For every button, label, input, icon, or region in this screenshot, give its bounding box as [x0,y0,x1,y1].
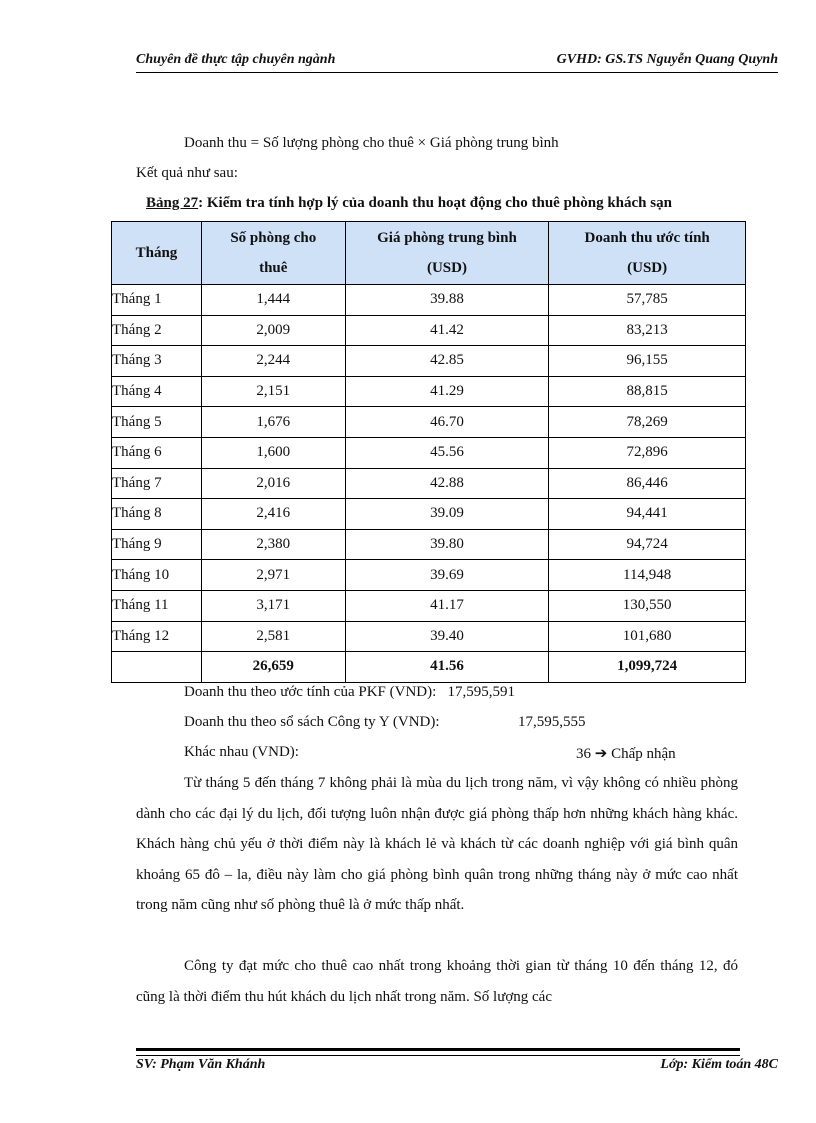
result-intro: Kết quả như sau: [136,165,238,181]
pkf-label: Doanh thu theo ước tính của PKF (VND): [184,684,437,700]
table-row [112,468,746,499]
cell-month: Tháng 12 [112,621,202,652]
pkf-value: 17,595,591 [447,684,516,700]
difference-value: 36 [576,746,591,762]
table-row [112,590,746,621]
table-row [112,621,746,652]
footer-student: SV: Phạm Văn Khánh [136,1057,266,1072]
table-row [112,285,746,316]
header-month: Tháng [112,222,202,285]
cell-revenue: 88,815 [549,376,746,407]
table-row [112,437,746,468]
header-subject: Chuyên đề thực tập chuyên ngành [136,52,336,67]
cell-price: 41.29 [345,376,549,407]
cell-price: 41.42 [345,315,549,346]
books-value: 17,595,555 [518,714,586,730]
cell-revenue: 86,446 [549,468,746,499]
books-label: Doanh thu theo sổ sách Công ty Y (VND): [184,714,440,730]
cell-rooms: 1,600 [201,437,345,468]
cell-price: 41.17 [345,590,549,621]
header-rooms: Số phòng cho thuê [201,222,345,285]
cell-month: Tháng 10 [112,560,202,591]
cell-price: 42.88 [345,468,549,499]
table-caption-text: : Kiểm tra tính hợp lý của doanh thu hoạt động cho thuê phòng khách sạn [198,195,672,211]
page-header [136,50,778,73]
table-row [112,315,746,346]
cell-price: 42.85 [345,346,549,377]
revenue-formula: Doanh thu = Số lượng phòng cho thuê × Giá phòng trung bình [184,135,559,151]
cell-month: Tháng 2 [112,315,202,346]
cell-month: Tháng 9 [112,529,202,560]
total-price: 41.56 [345,652,549,683]
table-row [112,407,746,438]
difference-result [576,744,676,763]
cell-price: 39.09 [345,499,549,530]
table-row [112,560,746,591]
table-caption-label: Bảng 27 [146,195,199,211]
cell-price: 39.80 [345,529,549,560]
cell-price: 45.56 [345,437,549,468]
total-rooms: 26,659 [201,652,345,683]
table-row [112,346,746,377]
table-row [112,376,746,407]
cell-rooms: 2,581 [201,621,345,652]
revenue-check-table [111,221,746,683]
cell-price: 39.69 [345,560,549,591]
footer-class: Lớp: Kiểm toán 48C [660,1057,778,1072]
difference-verdict: Chấp nhận [611,746,676,762]
cell-rooms: 2,244 [201,346,345,377]
cell-revenue: 114,948 [549,560,746,591]
cell-revenue: 96,155 [549,346,746,377]
cell-price: 39.88 [345,285,549,316]
difference-label: Khác nhau (VND): [184,744,299,760]
cell-revenue: 130,550 [549,590,746,621]
cell-month: Tháng 3 [112,346,202,377]
table-total-row [112,652,746,683]
cell-rooms: 2,009 [201,315,345,346]
cell-revenue: 94,441 [549,499,746,530]
cell-rooms: 2,016 [201,468,345,499]
table-header-row [112,222,746,285]
arrow-right-icon: ➔ [594,746,608,762]
cell-month: Tháng 5 [112,407,202,438]
total-revenue: 1,099,724 [549,652,746,683]
table-caption [146,195,672,212]
cell-month: Tháng 11 [112,590,202,621]
cell-price: 39.40 [345,621,549,652]
cell-rooms: 2,151 [201,376,345,407]
cell-revenue: 72,896 [549,437,746,468]
cell-month: Tháng 6 [112,437,202,468]
footer-rule [136,1048,740,1056]
cell-month: Tháng 7 [112,468,202,499]
cell-revenue: 57,785 [549,285,746,316]
paragraph: Từ tháng 5 đến tháng 7 không phải là mùa du lịch trong năm, vì vậy không có nhiều phòng dành cho các đại lý du lịch, đối tượng luôn nhận được giá phòng thấp hơn những khách hàng khác. Khách hàng chủ yếu ở thời điểm này là khách lẻ và khách từ các doanh nghiệp với giá bình quân khoảng 65 đô – la, điều này làm cho giá phòng bình quân trong những tháng này ở mức cao nhất trong năm cũng như số phòng thuê là ở mức thấp nhất. [136,775,738,913]
cell-month [112,652,202,683]
cell-rooms: 3,171 [201,590,345,621]
pkf-estimate [184,684,515,701]
paragraph: Công ty đạt mức cho thuê cao nhất trong khoảng thời gian từ tháng 10 đến tháng 12, đó cũng là thời điểm thu hút khách du lịch nhất trong năm. Số lượng các [136,958,738,1005]
header-supervisor: GVHD: GS.TS Nguyễn Quang Quynh [556,52,778,67]
books-revenue [184,714,440,731]
cell-revenue: 101,680 [549,621,746,652]
cell-rooms: 2,971 [201,560,345,591]
table-row [112,529,746,560]
cell-month: Tháng 4 [112,376,202,407]
cell-price: 46.70 [345,407,549,438]
cell-rooms: 2,380 [201,529,345,560]
table-row [112,499,746,530]
cell-revenue: 83,213 [549,315,746,346]
cell-month: Tháng 1 [112,285,202,316]
cell-rooms: 1,444 [201,285,345,316]
cell-rooms: 2,416 [201,499,345,530]
header-price: Giá phòng trung bình (USD) [345,222,549,285]
cell-rooms: 1,676 [201,407,345,438]
cell-revenue: 78,269 [549,407,746,438]
cell-revenue: 94,724 [549,529,746,560]
cell-month: Tháng 8 [112,499,202,530]
header-revenue: Doanh thu ước tính (USD) [549,222,746,285]
